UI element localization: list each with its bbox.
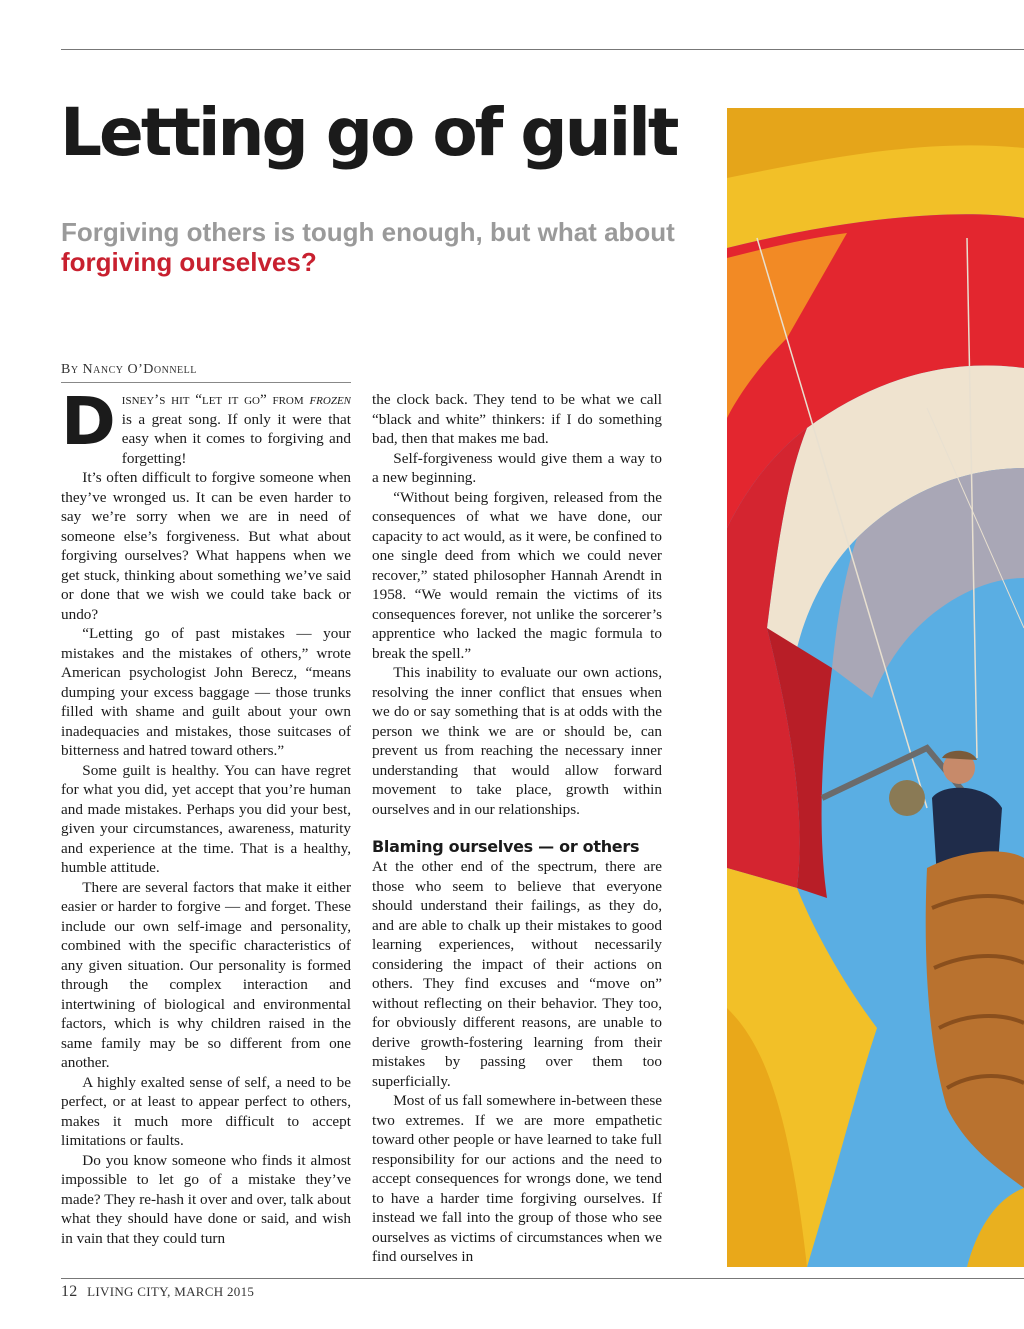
balloon-illustration <box>727 108 1024 1267</box>
lead-smallcaps: isney’s hit “let it go” from <box>121 391 304 408</box>
publication-info: LIVING CITY, MARCH 2015 <box>87 1284 255 1299</box>
lead-paragraph <box>61 390 351 468</box>
paragraph-continuation: the clock back. They tend to be what we call “black and white” thinkers: if I do something bad, then that makes me bad. <box>372 391 662 447</box>
subtitle-plain: Forgiving others is tough enough, but what about <box>61 217 675 247</box>
section-subhead: Blaming ourselves — or others <box>372 837 640 856</box>
top-rule <box>61 49 1024 50</box>
page-number: 12 <box>61 1283 78 1300</box>
paragraph: Some guilt is healthy. You can have regret for what you did, yet accept that you’re human and made mistakes. Perhaps you did your best, given your circumstances, awareness, maturity and experience at the time. That is a healthy, humble attitude. <box>61 761 351 876</box>
paragraph: At the other end of the spectrum, there are those who seem to believe that everyone should understand their failings, as they do, and are able to chalk up their mistakes to good learning experiences, without necessarily considering the impact of their actions on others. They find excuses and “move on” without reflecting on their behavior. They too, for obviously different reasons, are unable to derive growth-fostering learning from their mistakes by passing over them too superficially. <box>372 858 662 1090</box>
paragraph: A highly exalted sense of self, a need to be perfect, or at least to appear perfect to others, makes it much more difficult to accept limitations or faults. <box>61 1073 351 1149</box>
paragraph: Do you know someone who finds it almost impossible to let go of a mistake they’ve made? They re-hash it over and over, talk about what they should have done or said, and wish in vain that they could turn <box>61 1151 351 1247</box>
article-column-1 <box>61 390 351 1270</box>
paragraph: Self-forgiveness would give them a way to a new beginning. <box>372 449 662 486</box>
bottom-rule <box>61 1278 1024 1279</box>
lead-rest: is a great song. If only it were that easy when it comes to forgiving and forgetting! <box>121 410 351 467</box>
article-title: Letting go of guilt <box>60 94 677 171</box>
subtitle-highlight: forgiving ourselves? <box>61 247 317 277</box>
article-column-2 <box>372 390 662 1270</box>
byline: By Nancy O’Donnell <box>61 362 351 383</box>
paragraph: “Without being forgiven, released from the consequences of what we have done, our capacity to act would, as it were, be confined to one single deed from which we could never recover,” stated philosopher Hannah Arendt in 1958. “We would remain the victims of its consequences forever, not unlike the sorcerer’s apprentice who lacked the magic formula to break the spell.” <box>372 488 662 662</box>
article-subtitle <box>61 217 701 277</box>
drop-cap: D <box>61 390 116 460</box>
lead-italic-title: frozen <box>309 391 351 408</box>
paragraph: There are several factors that make it either easier or harder to forgive — and forget. These include our own self-image and personality, combined with the specific characteristics of any given situation. Our personality is formed through the complex interaction and intertwining of biological and environmental factors, which is why children raised in the same family may be so different from one another. <box>61 878 351 1071</box>
paragraph: “Letting go of past mistakes — your mistakes and the mistakes of others,” wrote American psychologist John Berecz, “means dumping your excess baggage — those trunks filled with shame and guilt about your own inadequacies and mistakes, those suitcases of bitterness and hatred toward others.” <box>61 625 351 759</box>
page-footer <box>61 1283 254 1301</box>
paragraph: Most of us fall somewhere in-between these two extremes. If we are more empathetic toward other people or have learned to take full responsibility for our actions and the need to accept consequences for wrongs done, we tend to have a harder time forgiving ourselves. If instead we fall into the group of those who see ourselves as victims of circumstances when we find ourselves in <box>372 1092 662 1265</box>
paragraph: This inability to evaluate our own actions, resolving the inner conflict that ensues when we do or say something that is at odds with the person we think we are or should be, can prevent us from reaching the necessary inner understanding that would allow forward movement to take place, growth within ourselves and in our relationships. <box>372 664 662 818</box>
hot-air-balloon-photo <box>727 108 1024 1267</box>
paragraph: It’s often difficult to forgive someone when they’ve wronged us. It can be even harder to say we’re sorry when we are in need of someone else’s forgiveness. But what about forgiving ourselves? What happens when we get stuck, thinking about something we’ve said or done that we wish we could take back or undo? <box>61 469 351 623</box>
